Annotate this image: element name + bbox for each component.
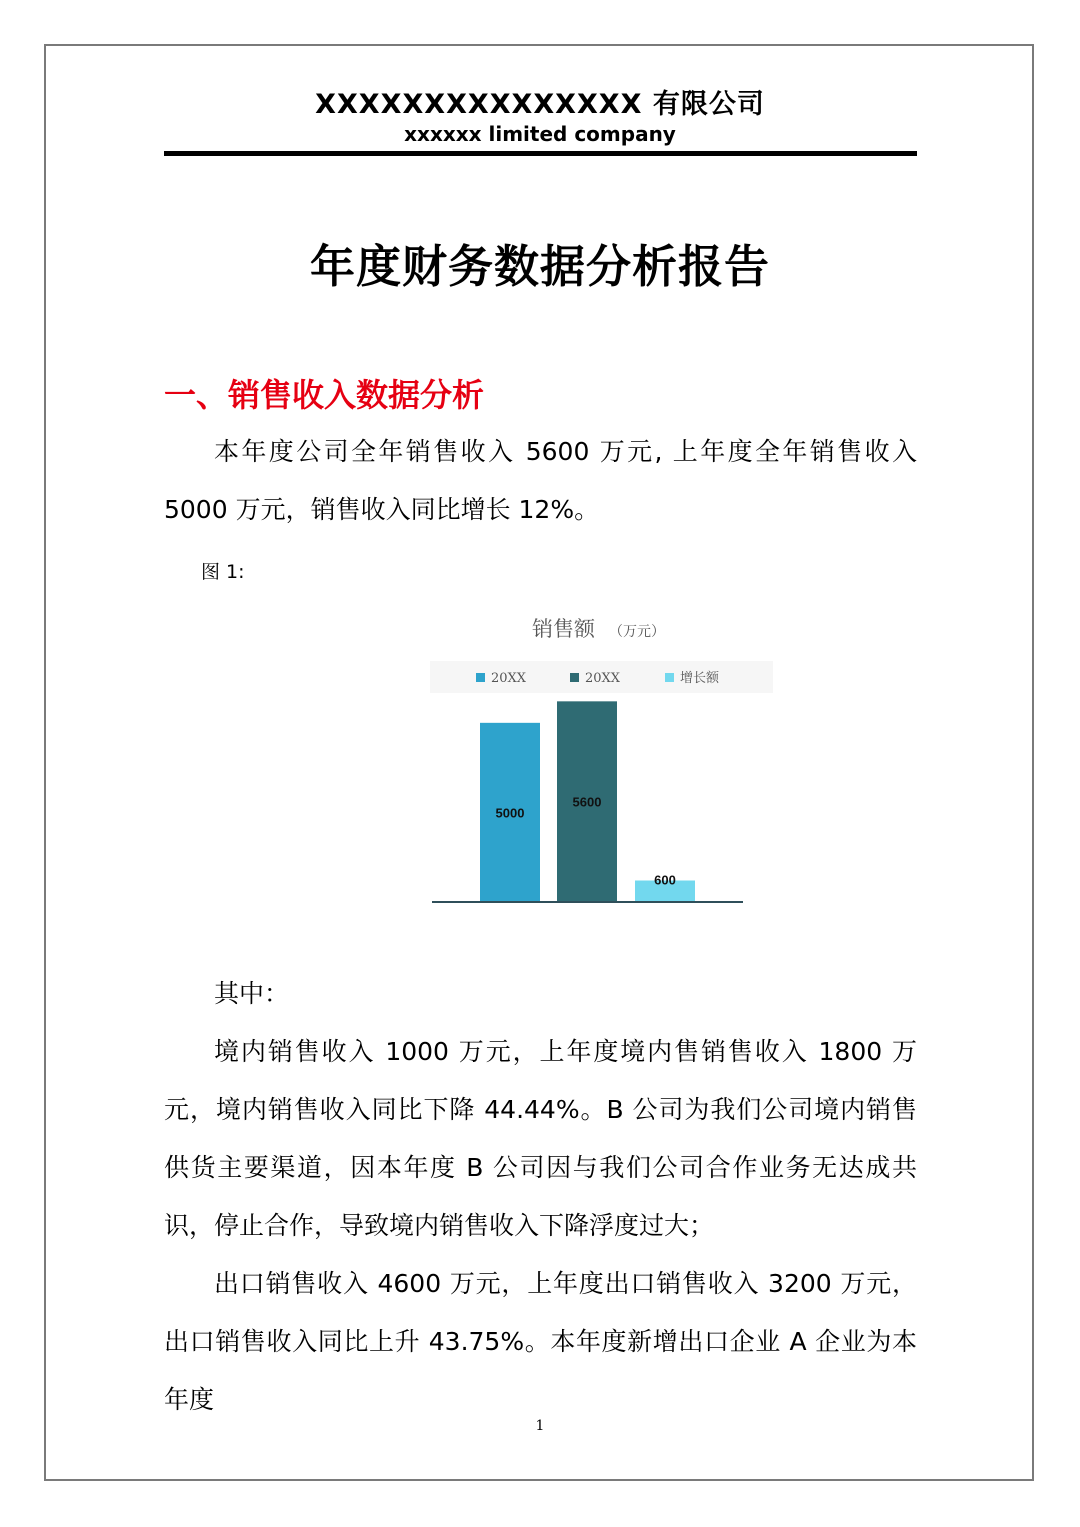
paragraph-export-revenue: 出口销售收入 4600 万元，上年度出口销售收入 3200 万元，出口销售收入同比上升 43.75%。本年度新增出口企业 A 企业为本年度 xyxy=(164,1269,917,1414)
paragraph-total-revenue: 本年度公司全年销售收入 5600 万元, 上年度全年销售收入 5000 万元，销售收入同比增长 12%。 xyxy=(164,437,917,524)
bar-value-label-2: 5600 xyxy=(572,794,602,810)
legend-label-3: 增长额 xyxy=(680,671,720,686)
legend-swatch-3 xyxy=(665,673,674,682)
company-name-chinese: XXXXXXXXXXXXXXX 有限公司 xyxy=(315,89,765,120)
chart-title: 销售额 xyxy=(532,617,595,641)
legend-swatch-2 xyxy=(570,673,579,682)
chart-subtitle: （万元） xyxy=(609,624,665,640)
page-number: 1 xyxy=(535,1418,545,1434)
figure-label: 图 1: xyxy=(201,561,245,583)
company-name-english: xxxxxx limited company xyxy=(404,122,676,146)
bar-value-label-1: 5000 xyxy=(495,805,525,821)
paragraph-of-which: 其中： xyxy=(214,979,290,1008)
legend-label-1: 20XX xyxy=(491,671,527,686)
document-title: 年度财务数据分析报告 xyxy=(309,240,770,293)
section-heading-sales-revenue: 一、销售收入数据分析 xyxy=(164,376,485,414)
paragraph-domestic-revenue: 境内销售收入 1000 万元，上年度境内售销售收入 1800 万元，境内销售收入同比下降 44.44%。B 公司为我们公司境内销售供货主要渠道，因本年度 B 公司因与我们公司合作业务无达成共识，停止合作，导致境内销售收入下降浮度过大； xyxy=(164,1037,917,1240)
legend-swatch-1 xyxy=(476,673,485,682)
header-divider xyxy=(164,151,917,156)
legend-label-2: 20XX xyxy=(585,671,621,686)
bar-value-label-3: 600 xyxy=(654,872,676,888)
sales-chart xyxy=(418,603,788,913)
